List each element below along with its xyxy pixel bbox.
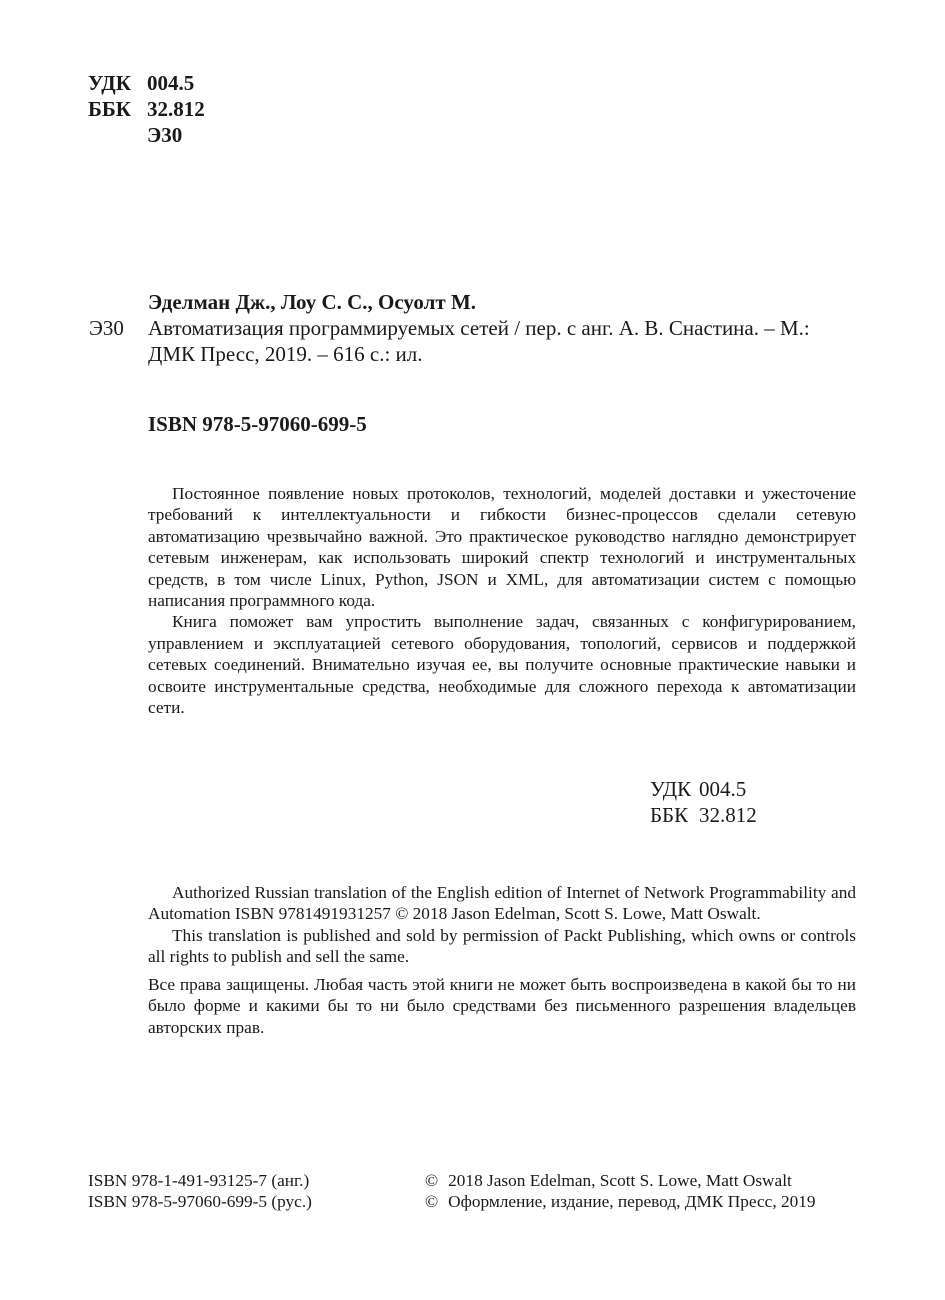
bbk-label: ББК xyxy=(88,97,131,121)
bbk-code-row xyxy=(88,96,205,122)
title-line-1: Автоматизация программируемых сетей / пер. с анг. А. В. Снастина. – М.: xyxy=(148,316,810,340)
copyright-block xyxy=(425,1170,816,1213)
udk-label-bottom: УДК xyxy=(650,777,692,801)
author-mark-row xyxy=(88,122,205,148)
author-mark: Э30 xyxy=(89,316,124,340)
rights-notice-text: Все права защищены. Любая часть этой книги не может быть воспроизведена в какой бы то ни было форме и какими бы то ни было средствами без письменного разрешения владельцев авторских прав. xyxy=(148,975,856,1037)
bibliographic-title xyxy=(148,315,860,367)
bbk-value-bottom: 32.812 xyxy=(699,803,757,827)
udk-label: УДК xyxy=(88,71,131,95)
classification-codes-top xyxy=(88,70,205,148)
udk-value: 004.5 xyxy=(147,71,195,95)
title-line-2: ДМК Пресс, 2019. – 616 с.: ил. xyxy=(148,342,423,366)
bbk-label-bottom: ББК xyxy=(650,803,689,827)
udk-value-bottom: 004.5 xyxy=(699,777,747,801)
bbk-code-row-bottom xyxy=(650,802,757,828)
translation-notice xyxy=(148,882,856,968)
bbk-value: 32.812 xyxy=(147,97,205,121)
isbn-main: ISBN 978-5-97060-699-5 xyxy=(148,412,367,436)
copyright-text-2: Оформление, издание, перевод, ДМК Пресс, 2019 xyxy=(448,1192,816,1212)
authors-heading: Эделман Дж., Лоу С. С., Осуолт М. xyxy=(148,290,477,314)
copyright-line-2 xyxy=(425,1191,816,1212)
udk-code-row xyxy=(88,70,205,96)
translation-notice-paragraph-1: Authorized Russian translation of the English edition of Internet of Network Programmability and Automation ISBN 9781491931257 © 2018 Jason Edelman, Scott S. Lowe, Matt Oswalt. xyxy=(148,883,856,924)
translation-notice-paragraph-2: This translation is published and sold by permission of Packt Publishing, which owns or controls all rights to publish and sell the same. xyxy=(148,925,856,967)
copyright-symbol: © xyxy=(425,1171,439,1190)
isbn-russian: ISBN 978-5-97060-699-5 (рус.) xyxy=(88,1192,312,1212)
isbn-english: ISBN 978-1-491-93125-7 (анг.) xyxy=(88,1171,310,1190)
isbn-list xyxy=(88,1170,312,1213)
author-mark-value: Э30 xyxy=(147,123,183,147)
copyright-line-1 xyxy=(425,1170,816,1191)
classification-codes-bottom xyxy=(650,776,757,828)
annotation xyxy=(148,483,856,718)
copyright-symbol: © xyxy=(425,1192,439,1212)
udk-code-row-bottom xyxy=(650,776,757,802)
copyright-text-1: 2018 Jason Edelman, Scott S. Lowe, Matt Oswalt xyxy=(448,1171,792,1190)
rights-notice xyxy=(148,974,856,1038)
annotation-paragraph-2: Книга поможет вам упростить выполнение задач, связанных с конфигурированием, управлением и эксплуатацией сетевого оборудования, топологий, сервисов и поддержкой сетевых соединений. Внимательно изучая ее, вы получите основные практические навыки и освоите инструментальные средства, необходимые для сложного перехода к автоматизации сети. xyxy=(148,612,856,718)
annotation-paragraph-1: Постоянное появление новых протоколов, технологий, моделей доставки и ужесточение требований к интеллектуальности и гибкости бизнес-процессов сделали сетевую автоматизацию чрезвычайно важной. Это практическое руководство наглядно демонстрирует сетевым инженерам, как использовать широкий спектр технологий и инструментальных средств, в том числе Linux, Python, JSON и XML, для автоматизации систем с помощью написания программного кода. xyxy=(148,484,856,611)
author-mark-label xyxy=(88,122,147,148)
